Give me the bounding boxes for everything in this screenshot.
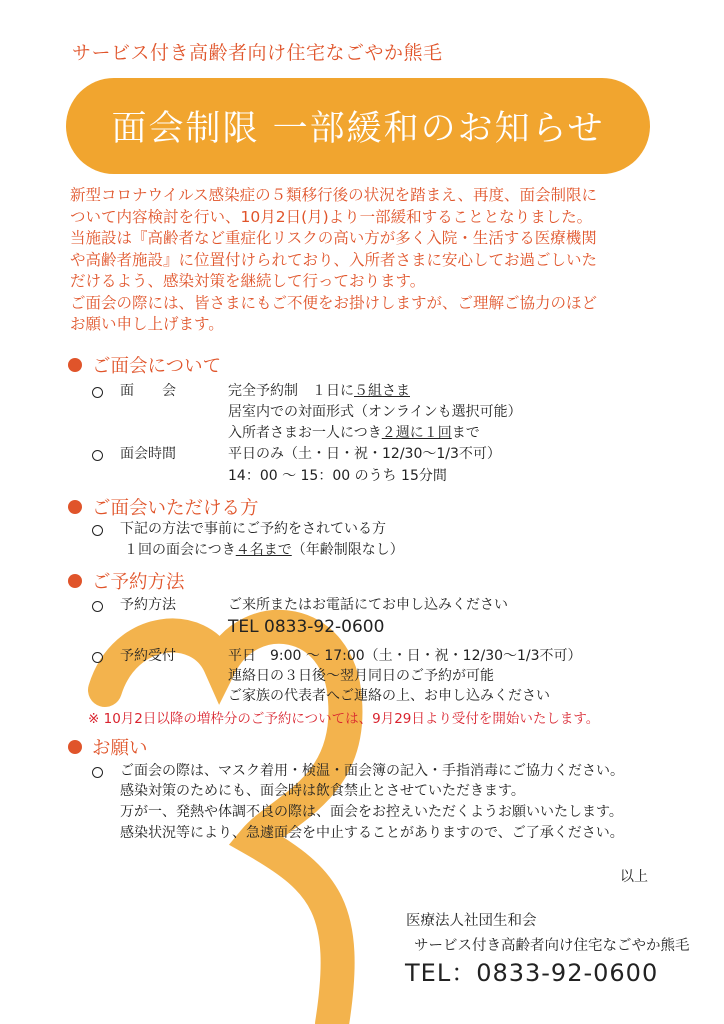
menkai-label: 面 会 (120, 383, 176, 399)
circle-bullet-icon (92, 652, 103, 663)
section-heading-text: ご面会いただける方 (92, 498, 259, 519)
intro-line: 新型コロナウイルス感染症の５類移行後の状況を踏まえ、再度、面会制限に (70, 186, 598, 204)
bullet-dot-icon (68, 740, 82, 754)
facility-name-footer: サービス付き高齢者向け住宅なごやか熊毛 (414, 938, 690, 954)
time-line1: 平日のみ（土・日・祝・12/30～1/3不可） (228, 446, 501, 462)
accept-label: 予約受付 (120, 648, 176, 664)
request-line: 感染対策のためにも、面会時は飲食禁止とさせていただきます。 (120, 783, 525, 799)
circle-bullet-icon (92, 767, 103, 778)
footer-phone: TEL：0833-92-0600 (405, 959, 659, 987)
method-label: 予約方法 (120, 597, 176, 613)
circle-bullet-icon (92, 387, 103, 398)
reservation-phone: TEL 0833-92-0600 (228, 617, 385, 637)
bullet-dot-icon (68, 500, 82, 514)
corporation-name: 医療法人社団生和会 (406, 913, 537, 929)
menkai-line1 (228, 381, 410, 402)
eligible-line2 (124, 540, 404, 561)
menkai-line1-underlined: ５組さま (354, 383, 410, 399)
intro-line: や高齢者施設』に位置付けられており、入所者さまに安心してお過ごしいた (70, 250, 598, 269)
time-label: 面会時間 (120, 446, 176, 462)
accept-line1: 平日 9:00 ～ 17:00（土・日・祝・12/30～1/3不可） (228, 648, 582, 664)
menkai-line3-tail: まで (451, 425, 480, 441)
notice-red-text: ※ 10月2日以降の増枠分のご予約については、9月29日より受付を開始いたします。 (88, 711, 600, 727)
section-heading-text: ご面会について (92, 356, 222, 377)
bullet-dot-icon (68, 574, 82, 588)
intro-line: だけるよう、感染対策を継続して行っております。 (70, 272, 426, 290)
eligible-line2-text: １回の面会につき (124, 542, 236, 558)
intro-line: ついて内容検討を行い、10月2日(月)より一部緩和することとなりました。 (70, 207, 593, 226)
menkai-line1-text: 完全予約制 １日に (228, 383, 354, 399)
eligible-line2-underlined: ４名まで (235, 542, 292, 558)
intro-line: 当施設は『高齢者など重症化リスクの高い方が多く入院・生活する医療機関 (70, 229, 597, 247)
method-line1: ご来所またはお電話にてお申し込みください (228, 597, 508, 613)
closing-text: 以上 (620, 869, 648, 885)
menkai-line2: 居室内での対面形式（オンラインも選択可能） (228, 404, 522, 420)
section-heading-text: お願い (92, 738, 148, 759)
request-line: 万が一、発熱や体調不良の際は、面会をお控えいただくようお願いいたします。 (120, 804, 623, 820)
request-line: ご面会の際は、マスク着用・検温・面会簿の記入・手指消毒にご協力ください。 (120, 763, 624, 779)
circle-bullet-icon (92, 525, 103, 536)
accept-line3: ご家族の代表者へご連絡の上、お申し込みください (228, 688, 550, 704)
request-line: 感染状況等により、急遽面会を中止することがありますので、ご了承ください。 (120, 825, 624, 841)
section-heading-eligible (68, 494, 259, 520)
title-banner (66, 78, 650, 174)
time-line2: 14：00 ～ 15：00 のうち 15分間 (228, 468, 447, 484)
menkai-line3-text: 入所者さまお一人につき (228, 425, 382, 441)
eligible-line1: 下記の方法で事前にご予約をされている方 (120, 521, 386, 537)
circle-bullet-icon (92, 450, 103, 461)
section-heading-reservation (68, 568, 185, 594)
intro-paragraph (70, 185, 670, 336)
facility-name-header: サービス付き高齢者向け住宅なごやか熊毛 (72, 42, 443, 64)
eligible-line2-tail: （年齢制限なし） (291, 542, 404, 558)
section-heading-request (68, 734, 148, 760)
menkai-line3-underlined: ２週に１回 (381, 425, 452, 441)
menkai-line3 (228, 423, 480, 444)
page-title: 面会制限 一部緩和のお知らせ (111, 109, 605, 149)
intro-line: ご面会の際には、皆さまにもご不便をお掛けしますが、ご理解ご協力のほど (70, 293, 598, 312)
bullet-dot-icon (68, 358, 82, 372)
accept-line2: 連絡日の３日後～翌月同日のご予約が可能 (228, 668, 494, 684)
intro-line: お願い申し上げます。 (70, 315, 224, 333)
circle-bullet-icon (92, 601, 103, 612)
section-heading-text: ご予約方法 (92, 572, 185, 593)
section-heading-visit (68, 352, 221, 378)
